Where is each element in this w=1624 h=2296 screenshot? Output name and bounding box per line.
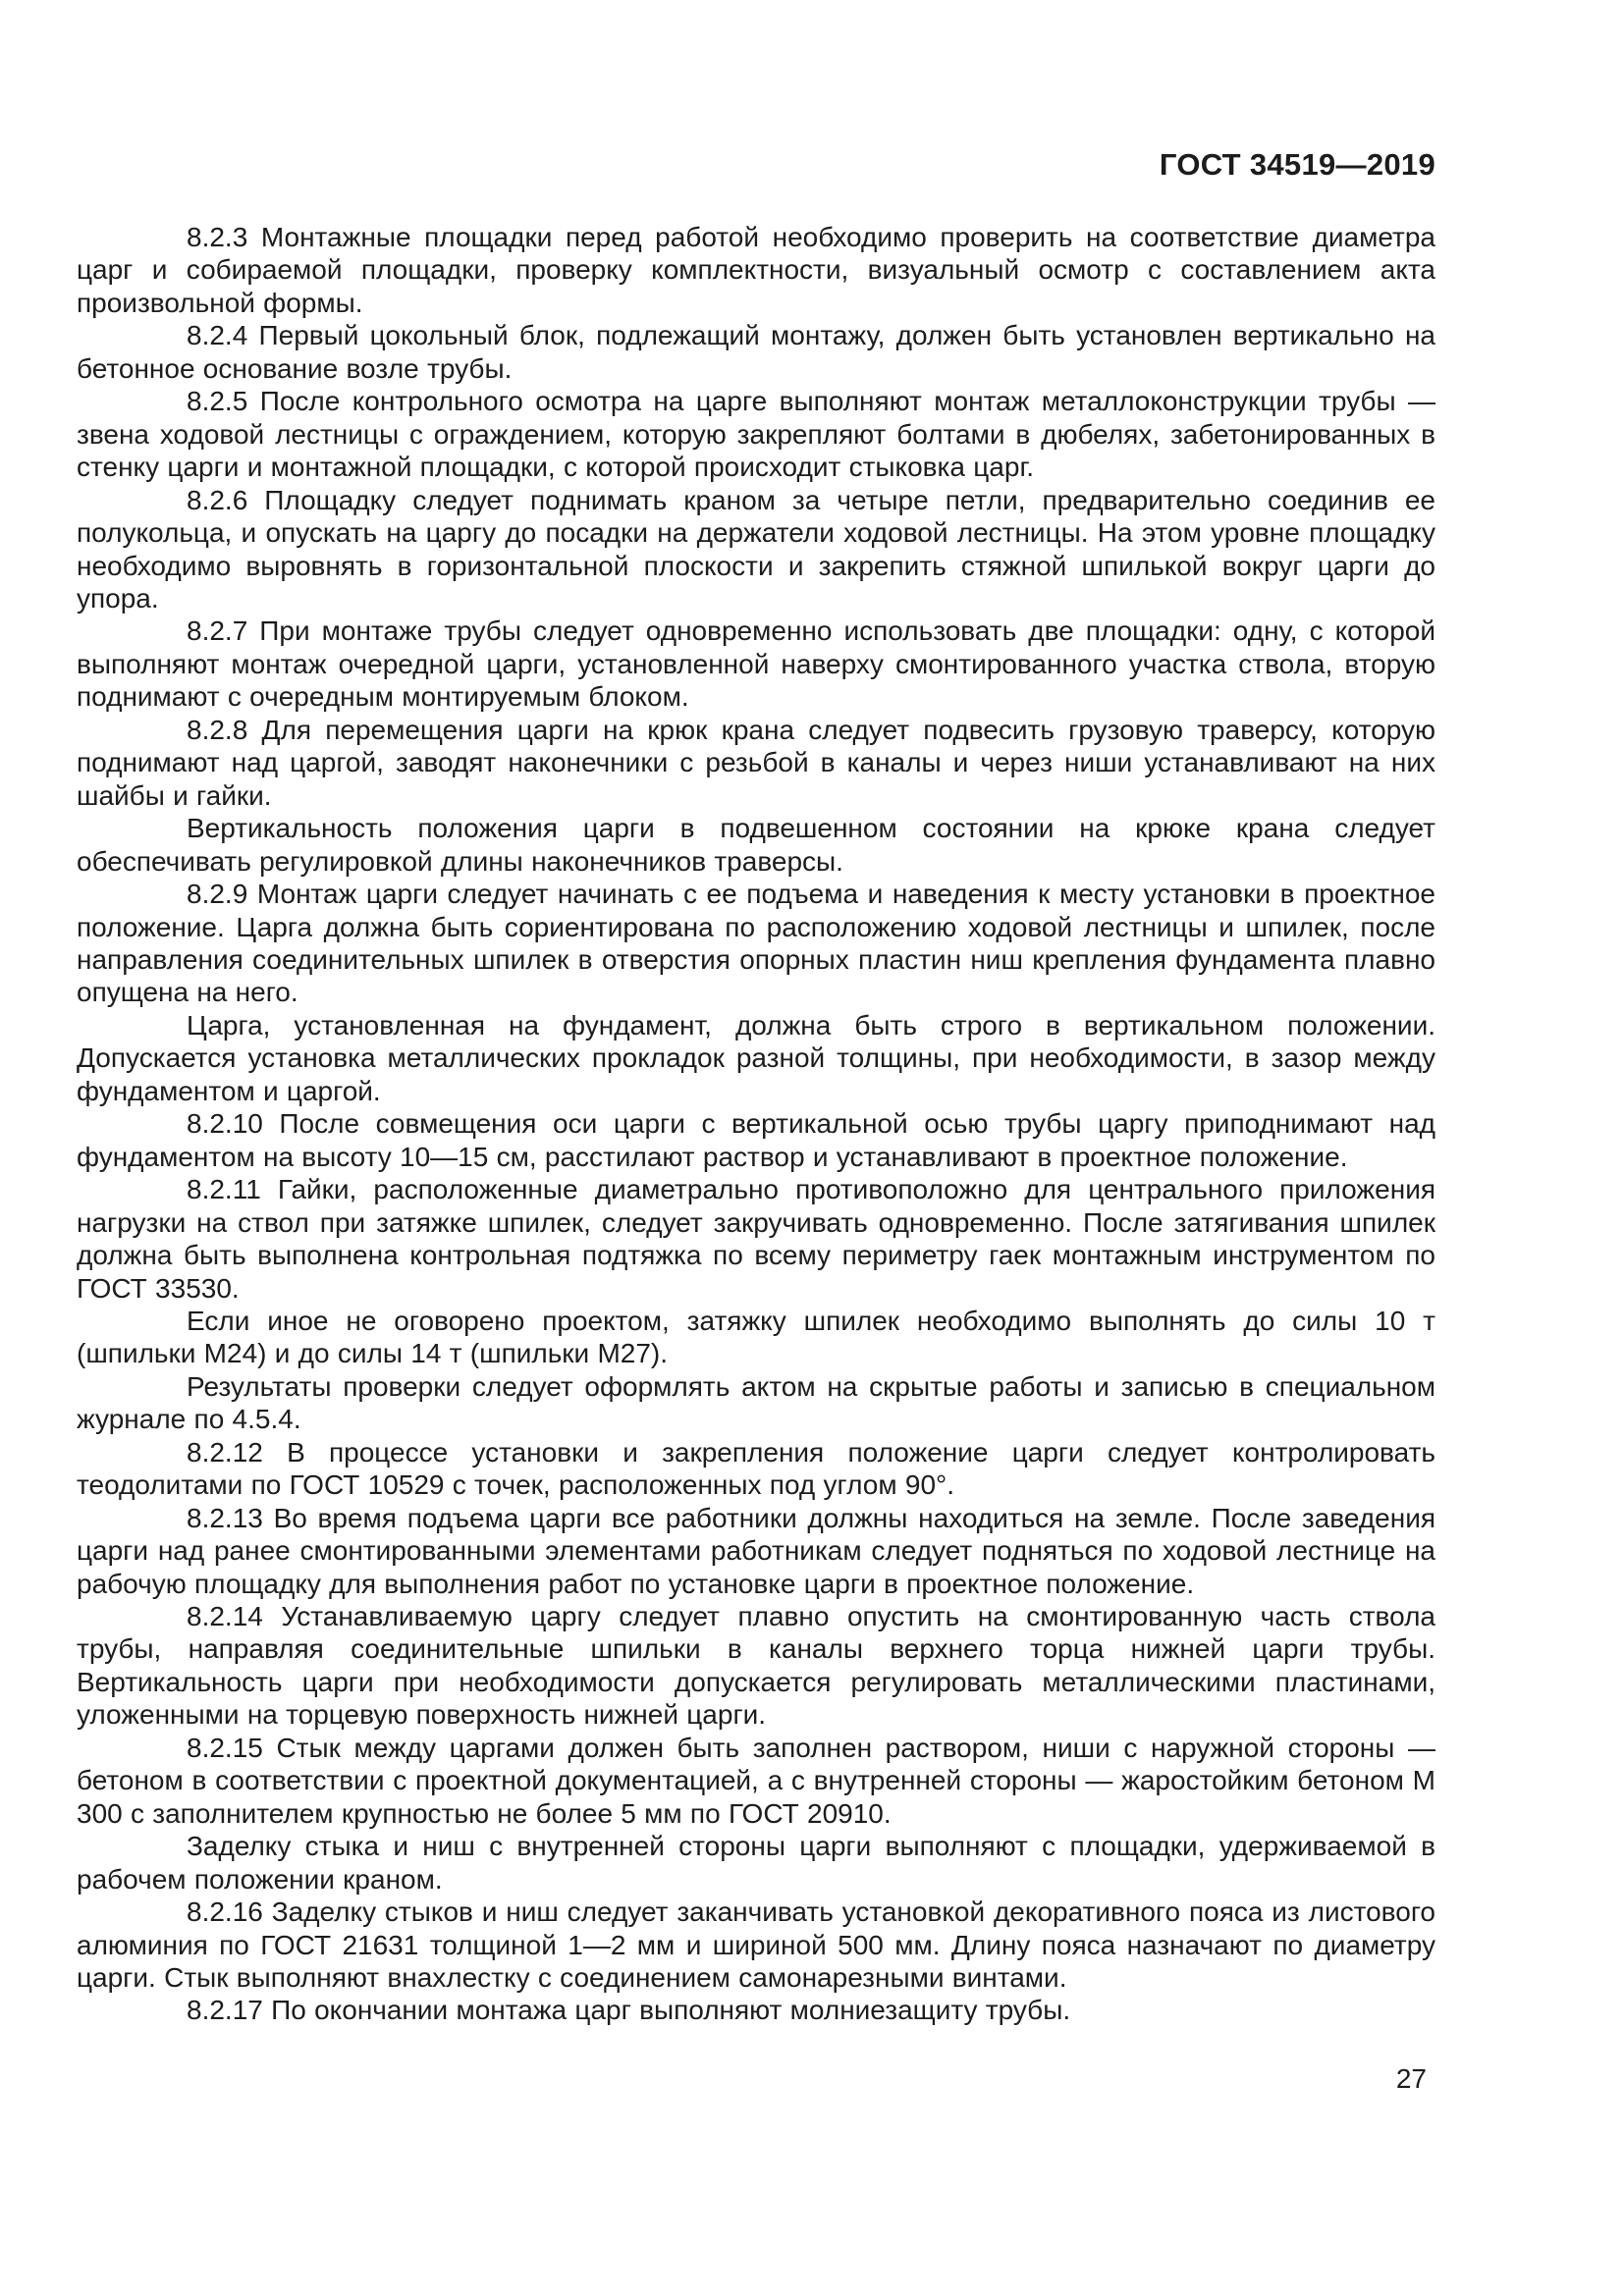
paragraph-8-2-11-note-1: Если иное не оговорено проектом, затяжку шпилек необходимо выполнять до силы 10 т (шпильки М24) и до силы 14 т (шпильки М27). [77,1305,1435,1369]
paragraph-8-2-3: 8.2.3 Монтажные площадки перед работой необходимо проверить на соответствие диаметра царг и собираемой площадки, проверку комплектности, визуальный осмотр с составлением акта произвольной формы. [77,222,1435,318]
paragraph-8-2-15: 8.2.15 Стык между царгами должен быть заполнен раствором, ниши с наружной стороны — бетоном в соответствии с проектной документацией, а с внутренней стороны — жаростойким бетоном М 300 с заполнителем крупностью не более 5 мм по ГОСТ 20910. [77,1732,1435,1829]
paragraph-8-2-15-note: Заделку стыка и ниш с внутренней стороны царги выполняют с площадки, удерживаемой в рабочем положении краном. [77,1831,1435,1895]
paragraph-8-2-8: 8.2.8 Для перемещения царги на крюк крана следует подвесить грузовую траверсу, которую поднимают над царгой, заводят наконечники с резьбой в каналы и через ниши устанавливают на них шайбы и гайки. [77,714,1435,811]
paragraph-8-2-5: 8.2.5 После контрольного осмотра на царге выполняют монтаж металлоконструкции трубы — звена ходовой лестницы с ограждением, которую закрепляют болтами в дюбелях, забетонированных в стенку царги и монтажной площадки, с которой происходит стыковка царг. [77,386,1435,483]
page-header: ГОСТ 34519—2019 [1159,147,1435,182]
paragraph-8-2-14: 8.2.14 Устанавливаемую царгу следует плавно опустить на смонтированную часть ствола трубы, направляя соединительные шпильки в каналы верхнего торца нижней царги трубы. Вертикальность царги при необходимости допускается регулировать металлическими пластинами, уложенными на торцевую поверхность нижней царги. [77,1601,1435,1731]
paragraph-8-2-4: 8.2.4 Первый цокольный блок, подлежащий монтажу, должен быть установлен вертикально на бетонное основание возле трубы. [77,320,1435,384]
document-body [77,221,1435,2027]
paragraph-8-2-16: 8.2.16 Заделку стыков и ниш следует заканчивать установкой декоративного пояса из листового алюминия по ГОСТ 21631 толщиной 1—2 мм и шириной 500 мм. Длину пояса назначают по диаметру царги. Стык выполняют внахлестку с соединением самонарезными винтами. [77,1896,1435,1994]
paragraph-8-2-12: 8.2.12 В процессе установки и закрепления положение царги следует контролировать теодолитами по ГОСТ 10529 с точек, расположенных под углом 90°. [77,1436,1435,1501]
paragraph-8-2-8-note: Вертикальность положения царги в подвешенном состоянии на крюке крана следует обеспечивать регулировкой длины наконечников траверсы. [77,813,1435,877]
page-number: 27 [1395,2063,1427,2094]
paragraph-8-2-9-note: Царга, установленная на фундамент, должна быть строго в вертикальном положении. Допускается установка металлических прокладок разной толщины, при необходимости, в зазор между фундаментом и царгой. [77,1009,1435,1106]
paragraph-8-2-17: 8.2.17 По окончании монтажа царг выполняют молниезащиту трубы. [187,1995,1071,2026]
paragraph-8-2-9: 8.2.9 Монтаж царги следует начинать с ее подъема и наведения к месту установки в проектное положение. Царга должна быть сориентирована по расположению ходовой лестницы и шпилек, после направления соединительных шпилек в отверстия опорных пластин ниш крепления фундамента плавно опущена на него. [77,879,1435,1008]
paragraph-8-2-6: 8.2.6 Площадку следует поднимать краном за четыре петли, предварительно соединив ее полукольца, и опускать на царгу до посадки на держатели ходовой лестницы. На этом уровне площадку необходимо выровнять в горизонтальной плоскости и закрепить стяжной шпилькой вокруг царги до упора. [77,484,1435,614]
paragraph-8-2-11-note-2: Результаты проверки следует оформлять актом на скрытые работы и записью в специальном журнале по 4.5.4. [77,1370,1435,1435]
paragraph-8-2-13: 8.2.13 Во время подъема царги все работники должны находиться на земле. После заведения царги над ранее смонтированными элементами работникам следует подняться по ходовой лестнице на рабочую площадку для выполнения работ по установке царги в проектное положение. [77,1502,1435,1599]
paragraph-8-2-11: 8.2.11 Гайки, расположенные диаметрально противоположно для центрального приложения нагрузки на ствол при затяжке шпилек, следует закручивать одновременно. После затягивания шпилек должна быть выполнена контрольная подтяжка по всему периметру гаек монтажным инструментом по ГОСТ 33530. [77,1174,1435,1304]
paragraph-8-2-10: 8.2.10 После совмещения оси царги с вертикальной осью трубы царгу приподнимают над фундаментом на высоту 10—15 см, расстилают раствор и устанавливают в проектное положение. [77,1108,1435,1172]
paragraph-8-2-7: 8.2.7 При монтаже трубы следует одновременно использовать две площадки: одну, с которой выполняют монтаж очередной царги, установленной наверху смонтированного участка ствола, вторую поднимают с очередным монтируемым блоком. [77,615,1435,713]
